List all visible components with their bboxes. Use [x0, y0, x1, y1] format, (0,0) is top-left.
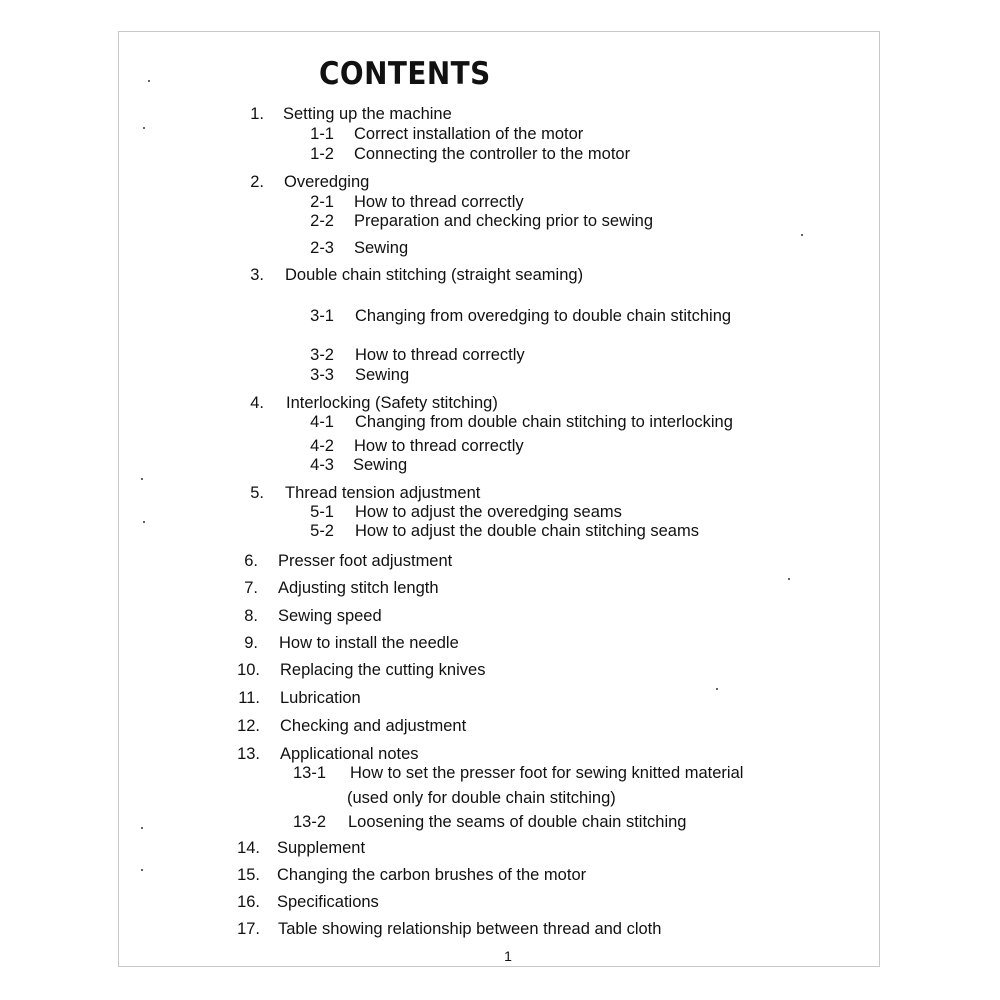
- page-title: CONTENTS: [319, 56, 491, 92]
- toc-entry-title: Sewing: [353, 456, 408, 474]
- scan-speck: [801, 234, 803, 236]
- toc-entry-number: 2.: [250, 173, 264, 191]
- toc-entry-number: 9.: [244, 634, 258, 652]
- toc-entry-title: Sewing speed: [278, 607, 382, 625]
- toc-entry-number: 3-2: [310, 346, 334, 364]
- toc-entry-number: 5.: [250, 484, 264, 502]
- toc-entry-title: How to install the needle: [279, 634, 459, 652]
- toc-entry-number: 14.: [237, 839, 260, 857]
- toc-entry-title: Sewing: [355, 366, 410, 384]
- toc-entry-number: 3-3: [310, 366, 334, 384]
- toc-entry-title: How to set the presser foot for sewing knitted material: [350, 764, 744, 782]
- scan-speck: [148, 80, 150, 82]
- toc-entry-title: Table showing relationship between thread and cloth: [278, 920, 662, 938]
- toc-entry-number: 11.: [238, 689, 260, 707]
- toc-entry-number: 2-1: [310, 193, 334, 211]
- toc-entry-title: Specifications: [277, 893, 379, 911]
- toc-entry-title: Interlocking (Safety stitching): [286, 394, 498, 412]
- toc-entry-title: Supplement: [277, 839, 366, 857]
- toc-entry-title: Sewing: [354, 239, 409, 257]
- toc-entry-number: 1.: [250, 105, 264, 123]
- toc-entry-title: Applicational notes: [280, 745, 419, 763]
- page-number: 1: [504, 948, 512, 964]
- toc-entry-number: 15.: [237, 866, 260, 884]
- toc-entry-title: Changing the carbon brushes of the motor: [277, 866, 587, 884]
- toc-entry-number: 7.: [244, 579, 258, 597]
- toc-entry-title: Thread tension adjustment: [285, 484, 481, 502]
- toc-entry-title: Presser foot adjustment: [278, 552, 453, 570]
- toc-entry-number: 6.: [244, 552, 258, 570]
- toc-entry-number: 12.: [237, 717, 260, 735]
- toc-entry-number: 2-2: [310, 212, 334, 230]
- toc-entry-title: Replacing the cutting knives: [280, 661, 486, 679]
- toc-entry-number: 5-2: [310, 522, 334, 540]
- toc-entry-title: Correct installation of the motor: [354, 125, 584, 143]
- toc-entry-title: How to adjust the double chain stitching seams: [355, 522, 699, 540]
- toc-entry-number: 17.: [237, 920, 260, 938]
- scan-speck: [143, 521, 145, 523]
- toc-entry-number: 5-1: [310, 503, 334, 521]
- toc-entry-title: Changing from overedging to double chain stitching: [355, 307, 732, 325]
- toc-entry-number: 2-3: [310, 239, 334, 257]
- toc-entry-title: Changing from double chain stitching to interlocking: [355, 413, 733, 431]
- toc-entry-title: How to thread correctly: [354, 193, 524, 211]
- toc-entry-number: 10.: [237, 661, 260, 679]
- scan-speck: [141, 827, 143, 829]
- toc-entry-title: Checking and adjustment: [280, 717, 467, 735]
- toc-entry-number: 1-2: [310, 145, 334, 163]
- toc-entry-number: 8.: [244, 607, 258, 625]
- toc-entry-title: Double chain stitching (straight seaming): [285, 266, 584, 284]
- toc-entry-title: How to adjust the overedging seams: [355, 503, 622, 521]
- toc-entry-title: How to thread correctly: [354, 437, 524, 455]
- toc-entry-number: 1-1: [310, 125, 334, 143]
- scan-speck: [141, 869, 143, 871]
- toc-entry-number: 16.: [237, 893, 260, 911]
- scan-speck: [143, 127, 145, 129]
- toc-entry-number: 13.: [237, 745, 260, 763]
- toc-entry-number: 4-2: [310, 437, 334, 455]
- toc-entry-number: 3.: [250, 266, 264, 284]
- scan-speck: [716, 688, 718, 690]
- toc-entry-title: Connecting the controller to the motor: [354, 145, 631, 163]
- toc-entry-title: Preparation and checking prior to sewing: [354, 212, 654, 230]
- toc-entry-number: 13-2: [292, 813, 326, 831]
- toc-entry-title: (used only for double chain stitching): [347, 789, 616, 807]
- toc-entry-number: 4-1: [310, 413, 334, 431]
- scan-speck: [141, 478, 143, 480]
- toc-entry-title: How to thread correctly: [355, 346, 525, 364]
- toc-entry-number: 3-1: [310, 307, 334, 325]
- toc-entry-number: 13-1: [292, 764, 326, 782]
- toc-entry-title: Overedging: [284, 173, 370, 191]
- toc-entry-number: 4-3: [310, 456, 334, 474]
- toc-entry-number: 4.: [250, 394, 264, 412]
- scan-speck: [788, 578, 790, 580]
- toc-entry-title: Loosening the seams of double chain stitching: [348, 813, 687, 831]
- toc-entry-title: Setting up the machine: [283, 105, 452, 123]
- toc-entry-title: Lubrication: [280, 689, 361, 707]
- toc-entry-title: Adjusting stitch length: [278, 579, 439, 597]
